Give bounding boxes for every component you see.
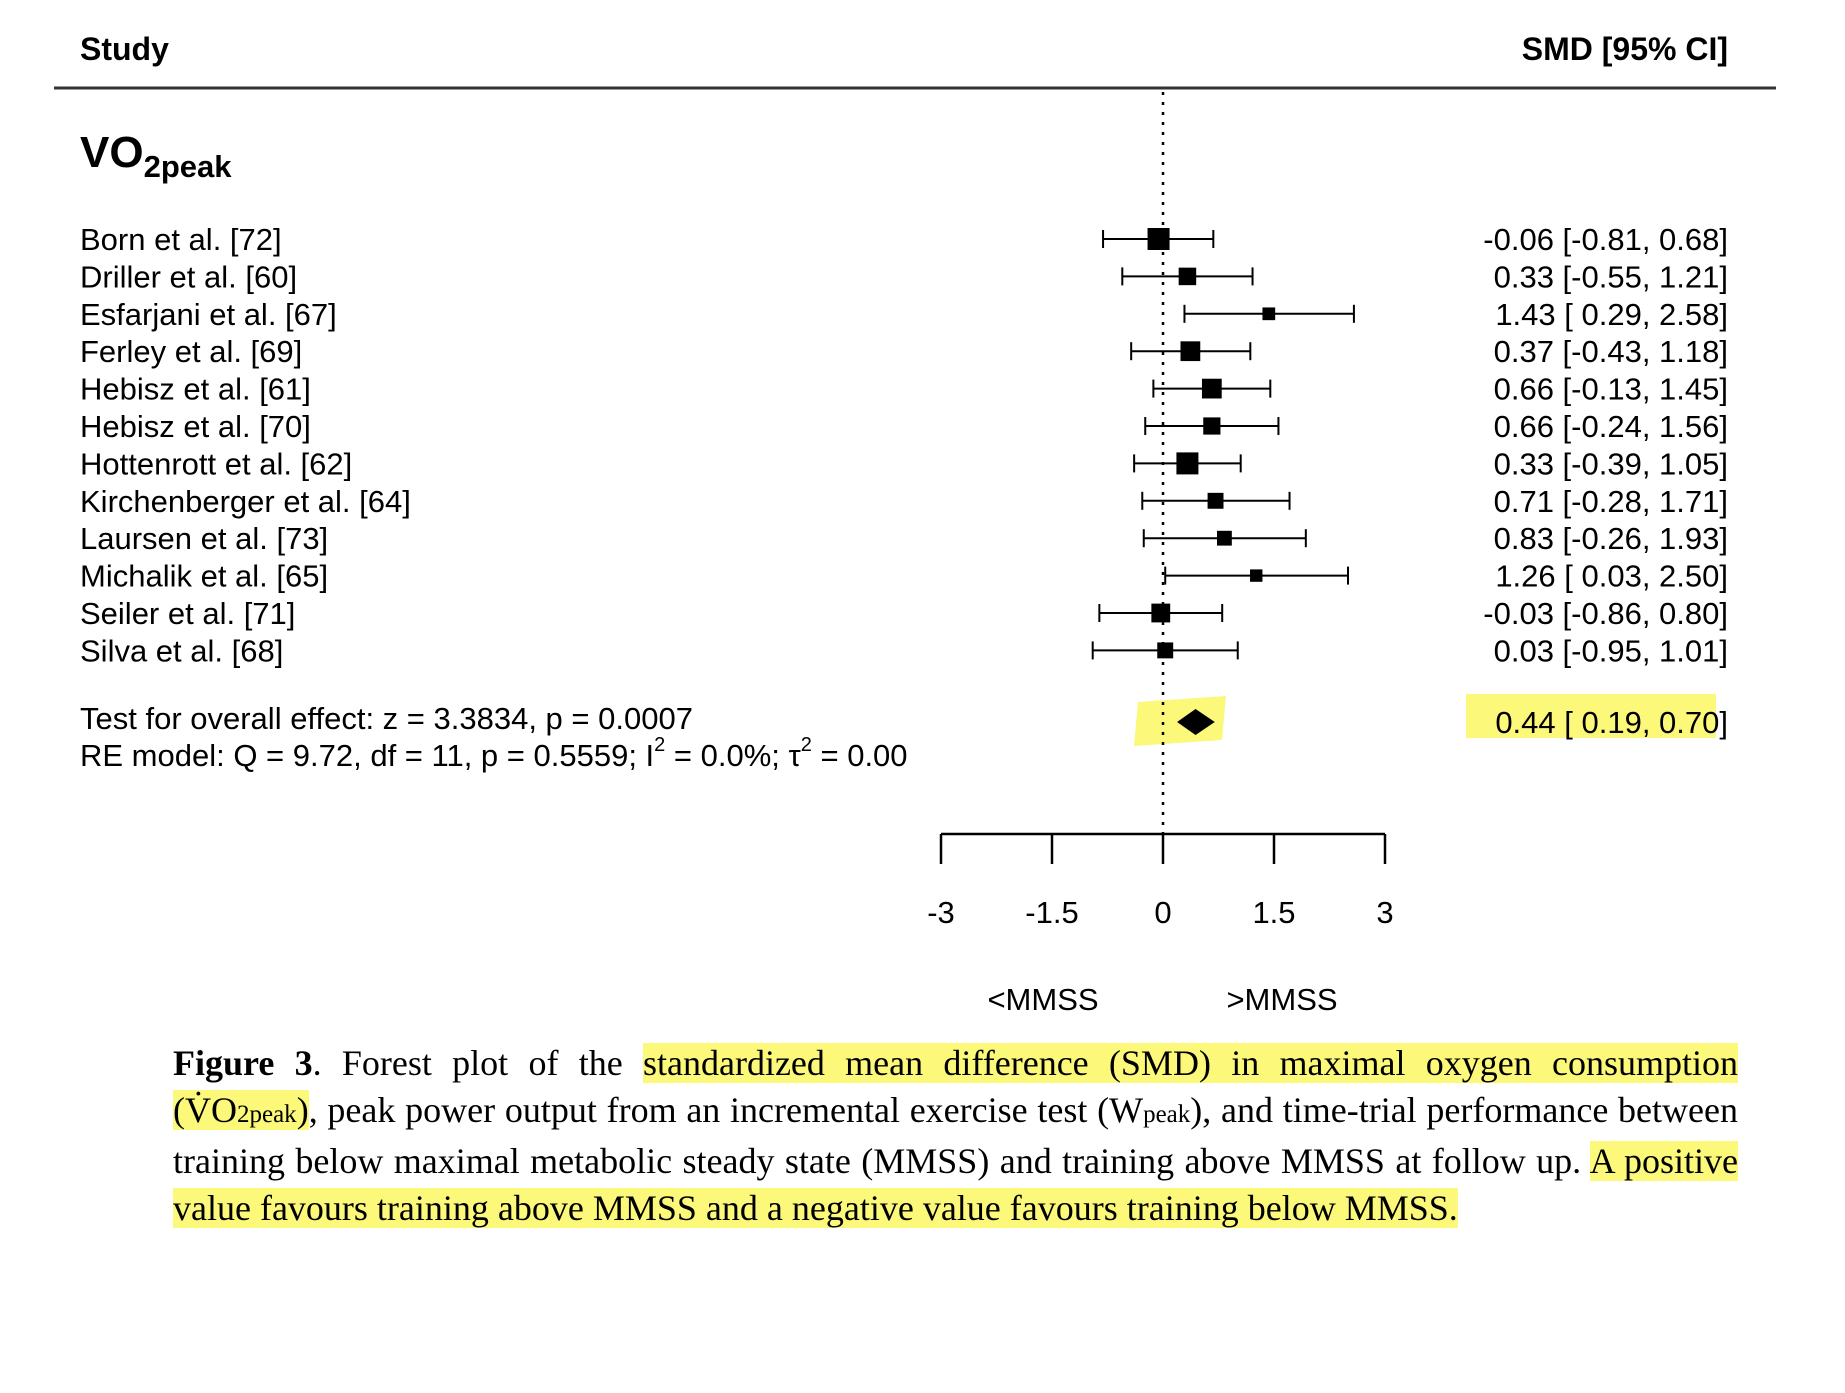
caption-subscript-peak: peak (1143, 1100, 1191, 1128)
tick-label: 3 (1376, 895, 1394, 930)
smd-value: 0.83 [-0.26, 1.93] (1493, 521, 1728, 557)
study-name: Hottenrott et al. [62] (80, 446, 353, 482)
smd-value: 0.37 [-0.43, 1.18] (1493, 334, 1728, 370)
study-row (80, 596, 1728, 631)
caption-highlight-2: A positive value favours training above MMSS and a negative value favours training below MMSS. (173, 1141, 1738, 1228)
re-model-statistics: RE model: Q = 9.72, df = 11, p = 0.5559; $I^2 = 0.0\%$; $\tau^2 = 0.00$ (80, 734, 908, 773)
study-name: Kirchenberger et al. [64] (80, 483, 411, 519)
study-column-header: Study (80, 31, 169, 67)
x-label-left: <MMSS (987, 982, 1099, 1017)
study-rows (80, 222, 1728, 668)
figure-caption (173, 1040, 1738, 1231)
smd-value: -0.06 [-0.81, 0.68] (1483, 222, 1728, 257)
smd-value: 0.66 [-0.13, 1.45] (1493, 371, 1728, 407)
smd-column-header: SMD [95% CI] (1521, 31, 1728, 67)
x-axis (927, 834, 1393, 930)
tick-label: 1.5 (1252, 895, 1296, 930)
study-name: Hebisz et al. [70] (80, 409, 311, 444)
study-name: Ferley et al. [69] (80, 334, 303, 370)
caption-text-3: ), and time-trial performance between training below maximal metabolic steady state (MMSS) and training above MMSS at follow up. (173, 1089, 1738, 1181)
overall-effect-test: Test for overall effect: z = 3.3834, p = 0.0007 (80, 701, 693, 736)
point-estimate (1203, 417, 1220, 434)
study-row (80, 409, 1728, 444)
caption-highlight-1: standardized mean difference (SMD) in maximal oxygen consumption (V̇O2peak) (173, 1043, 1738, 1130)
study-name: Born et al. [72] (80, 222, 282, 257)
caption-text-2: , peak power output from an incremental exercise test (W (308, 1089, 1144, 1130)
point-estimate (1208, 493, 1224, 509)
point-estimate (1157, 642, 1173, 658)
study-name: Laursen et al. [73] (80, 521, 329, 557)
smd-value: 1.26 [ 0.03, 2.50] (1495, 558, 1728, 594)
study-row (80, 521, 1728, 556)
point-estimate (1151, 604, 1170, 623)
point-estimate (1202, 379, 1222, 399)
smd-value: 0.33 [-0.55, 1.21] (1493, 259, 1728, 295)
smd-value: 0.71 [-0.28, 1.71] (1493, 483, 1728, 519)
smd-value: 0.03 [-0.95, 1.01] (1493, 633, 1728, 669)
study-row (80, 372, 1728, 407)
summary-row (1177, 705, 1728, 740)
x-label-right: >MMSS (1226, 982, 1338, 1017)
point-estimate (1148, 228, 1170, 250)
figure-label: Figure 3 (173, 1043, 313, 1083)
study-row (80, 484, 1728, 519)
section-title: $VO_{2peak}$ (80, 128, 232, 184)
tick-label: -3 (927, 895, 955, 930)
study-row (80, 297, 1728, 332)
study-name: Driller et al. [60] (80, 259, 298, 295)
point-estimate (1217, 531, 1232, 546)
smd-value: 0.33 [-0.39, 1.05] (1493, 446, 1728, 482)
study-name: Michalik et al. [65] (80, 558, 329, 594)
tick-label: -1.5 (1025, 895, 1079, 930)
summary-value: 0.44 [ 0.19, 0.70] (1495, 705, 1728, 740)
tick-label: 0 (1154, 895, 1172, 930)
caption-text-1: . Forest plot of the (312, 1043, 643, 1083)
study-row (80, 222, 1728, 257)
study-name: Hebisz et al. [61] (80, 371, 311, 407)
study-name: Esfarjani et al. [67] (80, 296, 337, 332)
point-estimate (1250, 569, 1262, 581)
point-estimate (1181, 341, 1201, 361)
study-name: Seiler et al. [71] (80, 596, 296, 631)
point-estimate (1179, 268, 1197, 286)
smd-value: 0.66 [-0.24, 1.56] (1493, 409, 1728, 444)
point-estimate (1262, 307, 1275, 320)
point-estimate (1176, 452, 1198, 474)
study-row (80, 559, 1728, 594)
study-row (80, 334, 1728, 369)
study-row (80, 633, 1728, 668)
smd-value: 1.43 [ 0.29, 2.58] (1495, 296, 1728, 332)
smd-value: -0.03 [-0.86, 0.80] (1483, 596, 1728, 631)
study-name: Silva et al. [68] (80, 633, 284, 669)
study-row (80, 446, 1728, 481)
study-row (80, 259, 1728, 294)
